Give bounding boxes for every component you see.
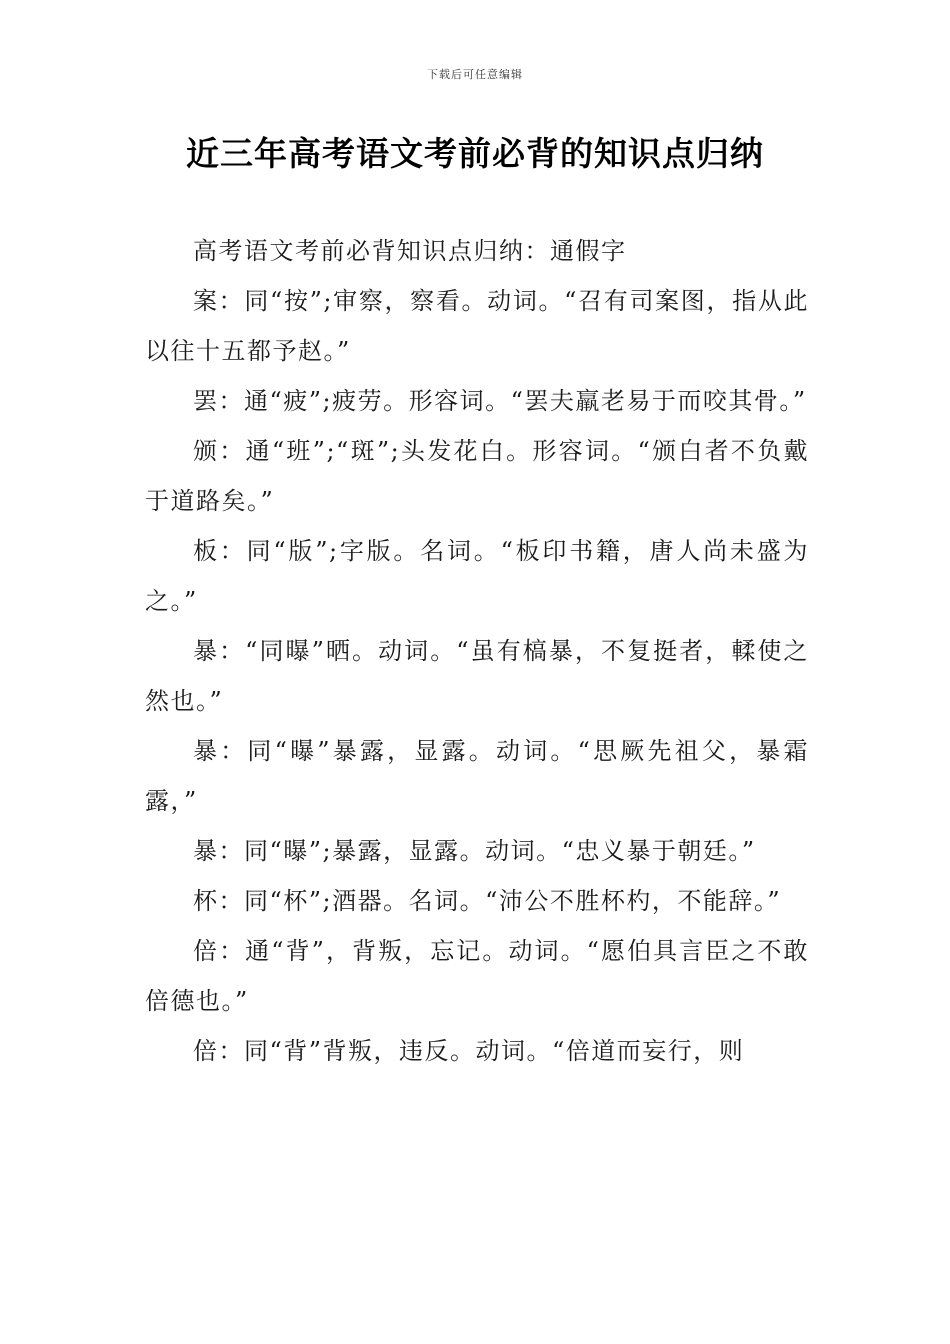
paragraph-heading: 高考语文考前必背知识点归纳：通假字 [193,237,627,265]
document-title: 近三年高考语文考前必背的知识点归纳 [186,134,764,173]
paragraph: 暴：“同曝”晒。动词。“虽有槁暴，不复挺者，輮使之然也。” [145,637,809,715]
paragraph: 罢：通“疲”;疲劳。形容词。“罢夫羸老易于而咬其骨。” [193,387,807,415]
paragraph: 颁：通“班”;“斑”;头发花白。形容词。“颁白者不负戴于道路矣。” [145,437,809,515]
paragraph: 倍：同“背”背叛，违反。动词。“倍道而妄行，则 [193,1037,745,1065]
header-note: 下载后可任意编辑 [427,68,523,81]
paragraph: 杯：同“杯”;酒器。名词。“沛公不胜杯杓，不能辞。” [193,887,782,915]
paragraph: 暴：同“曝”暴露，显露。动词。“思厥先祖父，暴霜露，” [145,737,809,815]
paragraph: 倍：通“背”，背叛，忘记。动词。“愿伯具言臣之不敢倍德也。” [145,937,809,1015]
paragraph: 案：同“按”;审察，察看。动词。“召有司案图，指从此以往十五都予赵。” [145,287,809,365]
document-body [145,226,809,1076]
paragraph: 板：同“版”;字版。名词。“板印书籍，唐人尚未盛为之。” [145,537,809,615]
paragraph: 暴：同“曝”;暴露，显露。动词。“忠义暴于朝廷。” [193,837,756,865]
